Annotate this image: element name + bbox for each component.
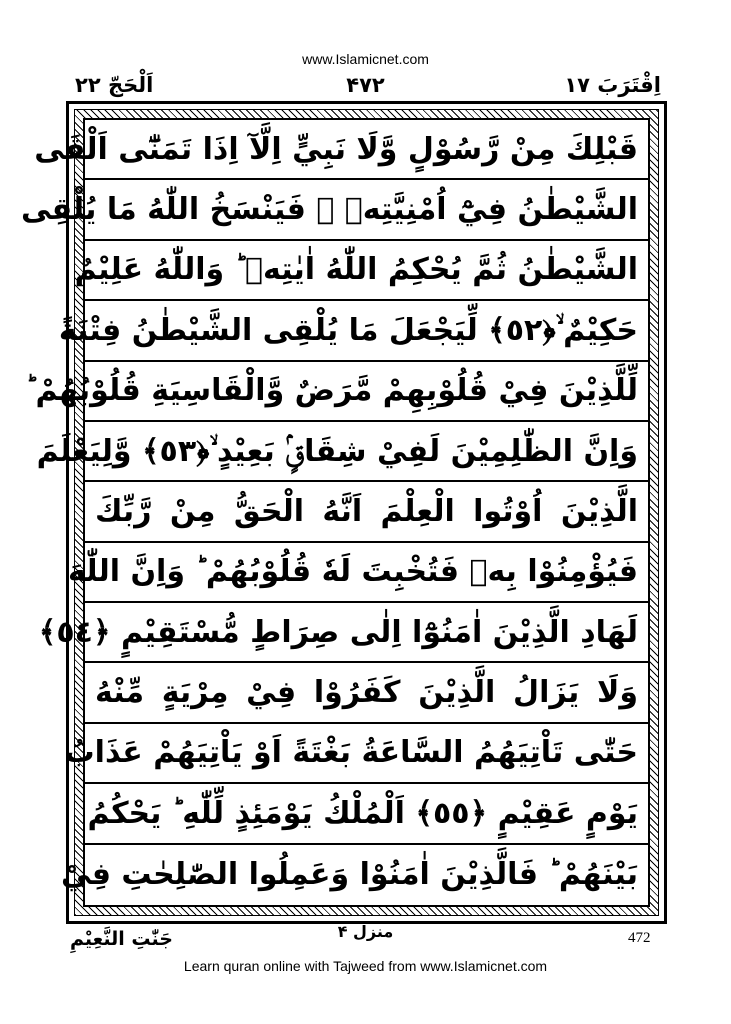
text-line: يَوْمٍ عَقِيْمٍ ﴿٥٥﴾ اَلْمُلْكُ يَوْمَئِذٍ لِّلّٰهِ ؕ يَحْكُمُ xyxy=(85,784,648,844)
text-line: لَهَادِ الَّذِيْنَ اٰمَنُوْٓا اِلٰى صِرَاطٍ مُّسْتَقِيْمٍ ﴿٥٤﴾ xyxy=(85,603,648,663)
text-line: حَتّٰى تَاْتِيَهُمُ السَّاعَةُ بَغْتَةً اَوْ يَاْتِيَهُمْ عَذَابُ xyxy=(85,724,648,784)
text-line: الشَّيْطٰنُ فِيْٓ اُمْنِيَّتِهٖ ۚ فَيَنْسَخُ اللّٰهُ مَا يُلْقِى xyxy=(85,180,648,240)
page-number: 472 xyxy=(628,930,651,946)
page-frame xyxy=(20,101,667,924)
text-line: قَبْلِكَ مِنْ رَّسُوْلٍ وَّلَا نَبِيٍّ اِلَّآ اِذَا تَمَنّٰٓى اَلْقَى xyxy=(85,120,648,180)
text-line: الشَّيْطٰنُ ثُمَّ يُحْكِمُ اللّٰهُ اٰيٰتِهٖ ؕ وَاللّٰهُ عَلِيْمٌ xyxy=(85,241,648,301)
page-number-arabic: ۴٧٢ xyxy=(346,73,385,97)
text-line: وَاِنَّ الظّٰلِمِيْنَ لَفِيْ شِقَاقٍۢ بَعِيْدٍ ۙ﴿٥٣﴾ وَّلِيَعْلَمَ xyxy=(85,422,648,482)
quran-text-area xyxy=(20,118,650,907)
catchword: جَنّٰتِ النَّعِيْمِ xyxy=(70,928,173,950)
juz-label: اِقْتَرَبَ ١٧ xyxy=(564,73,661,97)
site-url: www.Islamicnet.com xyxy=(302,51,429,67)
text-line: وَلَا يَزَالُ الَّذِيْنَ كَفَرُوْا فِيْ مِرْيَةٍ مِّنْهُ xyxy=(85,663,648,723)
surah-label: اَلْحَجّ ٢٢ xyxy=(75,73,154,97)
text-line: حَكِيْمٌ ۙ﴿٥٢﴾ لِّيَجْعَلَ مَا يُلْقِى الشَّيْطٰنُ فِتْنَةً xyxy=(85,301,648,361)
manzil-label: منزل ۴ xyxy=(337,922,394,941)
text-line: الَّذِيْنَ اُوْتُوا الْعِلْمَ اَنَّهُ الْحَقُّ مِنْ رَّبِّكَ xyxy=(85,482,648,542)
promo-text[interactable]: Learn quran online with Tajweed from www.Islamicnet.com xyxy=(183,958,548,974)
text-line: بَيْنَهُمْ ؕ فَالَّذِيْنَ اٰمَنُوْا وَعَمِلُوا الصّٰلِحٰتِ فِيْ xyxy=(60,857,638,893)
text-line: لِّلَّذِيْنَ فِيْ قُلُوْبِهِمْ مَّرَضٌ وَّالْقَاسِيَةِ قُلُوْبُهُمْ ؕ xyxy=(85,362,648,422)
decorative-border xyxy=(20,109,659,916)
text-line: فَيُؤْمِنُوْا بِهٖ فَتُخْبِتَ لَهٗ قُلُوْبُهُمْ ؕ وَاِنَّ اللّٰهَ xyxy=(85,543,648,603)
